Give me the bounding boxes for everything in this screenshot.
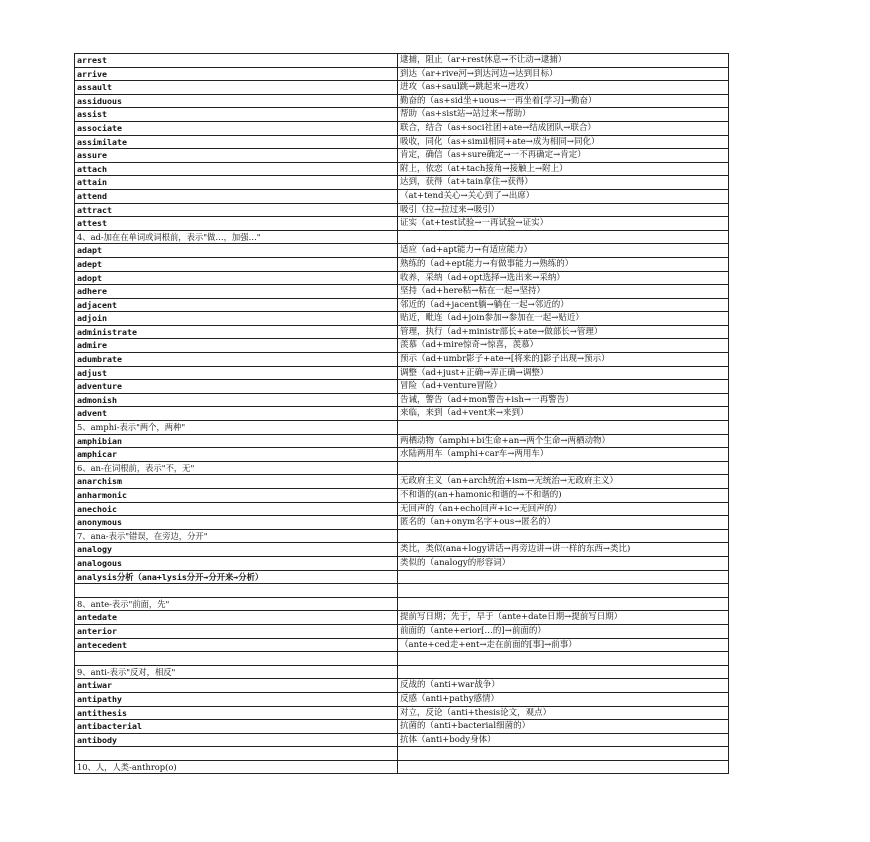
table-row <box>75 516 729 530</box>
word-cell: adjust <box>75 366 398 380</box>
word-cell: antiwar <box>75 679 398 693</box>
table-row <box>75 393 729 407</box>
word-cell <box>75 747 398 761</box>
table-row <box>75 502 729 516</box>
word-cell: amphicar <box>75 448 398 462</box>
meaning-cell <box>398 421 729 435</box>
meaning-cell: 告诫，警告（ad+mon警告+ish→一再警告） <box>398 393 729 407</box>
meaning-cell: 管理，执行（ad+ministr部长+ate→做部长→管理） <box>398 325 729 339</box>
word-cell: assist <box>75 108 398 122</box>
word-cell: arrive <box>75 67 398 81</box>
table-row <box>75 135 729 149</box>
meaning-cell: 熟练的（ad+ept能力→有做事能力→熟练的） <box>398 257 729 271</box>
word-cell: anharmonic <box>75 489 398 503</box>
meaning-cell: （ante+ced走+ent→走在前面的[事]→前事） <box>398 638 729 652</box>
word-cell: attest <box>75 217 398 231</box>
table-row <box>75 312 729 326</box>
word-cell: administrate <box>75 325 398 339</box>
meaning-cell: 反战的（anti+war战争） <box>398 679 729 693</box>
table-row <box>75 611 729 625</box>
empty-row <box>75 747 729 761</box>
table-row <box>75 679 729 693</box>
section-title: 8、ante-表示"前面，先" <box>75 597 398 611</box>
empty-row <box>75 652 729 666</box>
word-cell: anterior <box>75 624 398 638</box>
word-cell: antecedent <box>75 638 398 652</box>
table-row <box>75 720 729 734</box>
meaning-cell: 进攻（as+saul跳→跳起来→进攻） <box>398 81 729 95</box>
table-row <box>75 121 729 135</box>
meaning-cell: 肯定，确信（as+sure确定→一不再确定→肯定） <box>398 149 729 163</box>
word-cell: adopt <box>75 271 398 285</box>
section-title: 5、amphi-表示"两个，两种" <box>75 421 398 435</box>
word-cell: admonish <box>75 393 398 407</box>
section-title: 7、ana-表示"错误，在旁边，分开" <box>75 529 398 543</box>
table-row <box>75 353 729 367</box>
meaning-cell: 两栖动物（amphi+bi生命+an→两个生命→两栖动物） <box>398 434 729 448</box>
meaning-cell: 逮捕，阻止（ar+rest休息→不让动→逮捕） <box>398 54 729 68</box>
word-cell: antibody <box>75 733 398 747</box>
word-cell: amphibian <box>75 434 398 448</box>
table-row <box>75 217 729 231</box>
section-header-row <box>75 760 729 774</box>
table-row <box>75 434 729 448</box>
table-row <box>75 407 729 421</box>
word-cell: adventure <box>75 380 398 394</box>
meaning-cell: 冒险（ad+venture冒险） <box>398 380 729 394</box>
section-header-row <box>75 529 729 543</box>
word-cell: adhere <box>75 285 398 299</box>
vocabulary-table <box>74 53 729 774</box>
section-header-row <box>75 597 729 611</box>
word-cell: assure <box>75 149 398 163</box>
table-row <box>75 149 729 163</box>
meaning-cell: 达到，获得（at+tain拿住→获得） <box>398 176 729 190</box>
meaning-cell: 收养，采纳（ad+opt选择→选出来→采纳） <box>398 271 729 285</box>
word-cell: attract <box>75 203 398 217</box>
meaning-cell: 吸引（拉→拉过来→吸引） <box>398 203 729 217</box>
vocabulary-table-body <box>75 54 729 774</box>
meaning-cell: 抗菌的（anti+bacterial细菌的） <box>398 720 729 734</box>
meaning-cell: 贴近，毗连（ad+join参加→参加在一起→贴近） <box>398 312 729 326</box>
word-cell: analogy <box>75 543 398 557</box>
table-row <box>75 54 729 68</box>
word-cell <box>75 584 398 598</box>
word-cell: adjoin <box>75 312 398 326</box>
meaning-cell: 水陆两用车（amphi+car车→两用车） <box>398 448 729 462</box>
meaning-cell: 类比，类似(ana+logy讲话→再旁边讲→讲一样的东西→类比) <box>398 543 729 557</box>
meaning-cell: 到达（ar+rive河→到达河边→达到目标） <box>398 67 729 81</box>
meaning-cell: 帮助（as+sist站→站过来→帮助） <box>398 108 729 122</box>
meaning-cell: 来临，来到（ad+vent来→来到） <box>398 407 729 421</box>
empty-row <box>75 584 729 598</box>
table-row <box>75 325 729 339</box>
table-row <box>75 257 729 271</box>
section-header-row <box>75 421 729 435</box>
meaning-cell <box>398 760 729 774</box>
meaning-cell: 证实（at+test试验→一再试验→证实） <box>398 217 729 231</box>
table-row <box>75 189 729 203</box>
meaning-cell: 不和谐的(an+hamonic和谐的→不和谐的) <box>398 489 729 503</box>
meaning-cell <box>398 570 729 584</box>
meaning-cell <box>398 665 729 679</box>
meaning-cell: 对立，反论（anti+thesis论文，观点） <box>398 706 729 720</box>
meaning-cell <box>398 584 729 598</box>
meaning-cell: 匿名的（an+onym名字+ous→匿名的） <box>398 516 729 530</box>
word-cell: analogous <box>75 556 398 570</box>
table-row <box>75 692 729 706</box>
meaning-cell <box>398 529 729 543</box>
table-row <box>75 448 729 462</box>
meaning-cell: 反感（anti+pathy感情） <box>398 692 729 706</box>
word-cell: assimilate <box>75 135 398 149</box>
section-header-row <box>75 665 729 679</box>
section-title: 10、人，人类-anthrop(o) <box>75 760 398 774</box>
table-row <box>75 298 729 312</box>
meaning-cell: 吸收，同化（as+simil相同+ate→成为相同→同化） <box>398 135 729 149</box>
meaning-cell: 提前写日期；先于，早于（ante+date日期→提前写日期） <box>398 611 729 625</box>
meaning-cell: 预示（ad+umbr影子+ate→[将来的]影子出现→预示） <box>398 353 729 367</box>
meaning-cell <box>398 747 729 761</box>
table-row <box>75 339 729 353</box>
meaning-cell: 抗体（anti+body身体） <box>398 733 729 747</box>
table-row <box>75 244 729 258</box>
word-cell: attach <box>75 162 398 176</box>
table-row <box>75 176 729 190</box>
meaning-cell: 勤奋的（as+sid坐+uous→一再坐着[学习]→勤奋） <box>398 94 729 108</box>
meaning-cell: 羡慕（ad+mire惊奇→惊喜，羡慕） <box>398 339 729 353</box>
word-cell: anechoic <box>75 502 398 516</box>
meaning-cell: 附上，依恋（at+tach接角→接触上→附上） <box>398 162 729 176</box>
word-cell: antipathy <box>75 692 398 706</box>
table-row <box>75 366 729 380</box>
word-cell: antibacterial <box>75 720 398 734</box>
table-row <box>75 733 729 747</box>
section-title: 4、ad-加在在单词或词根前，表示"做…，加强…" <box>75 230 398 244</box>
section-header-row <box>75 461 729 475</box>
meaning-cell <box>398 230 729 244</box>
table-row <box>75 489 729 503</box>
meaning-cell <box>398 652 729 666</box>
word-cell: associate <box>75 121 398 135</box>
meaning-cell <box>398 597 729 611</box>
word-cell: anarchism <box>75 475 398 489</box>
word-cell: adept <box>75 257 398 271</box>
table-row <box>75 380 729 394</box>
table-row <box>75 638 729 652</box>
table-row <box>75 706 729 720</box>
section-header-row <box>75 230 729 244</box>
meaning-cell <box>398 461 729 475</box>
word-cell: admire <box>75 339 398 353</box>
table-row <box>75 67 729 81</box>
table-row <box>75 81 729 95</box>
meaning-cell: 无回声的（an+echo回声+ic→无回声的） <box>398 502 729 516</box>
meaning-cell: （at+tend关心→关心到了→出席） <box>398 189 729 203</box>
table-row <box>75 108 729 122</box>
word-cell: analysis分析（ana+lysis分开→分开来→分析） <box>75 570 398 584</box>
table-row <box>75 203 729 217</box>
meaning-cell: 适应（ad+apt能力→有适应能力） <box>398 244 729 258</box>
word-cell <box>75 652 398 666</box>
word-cell: assault <box>75 81 398 95</box>
section-title: 9、anti-表示"反对，相反" <box>75 665 398 679</box>
meaning-cell: 坚持（ad+here粘→粘在一起→坚持） <box>398 285 729 299</box>
word-cell: adapt <box>75 244 398 258</box>
word-cell: adjacent <box>75 298 398 312</box>
word-cell: advent <box>75 407 398 421</box>
table-row <box>75 94 729 108</box>
table-row <box>75 556 729 570</box>
word-cell: arrest <box>75 54 398 68</box>
table-row <box>75 285 729 299</box>
meaning-cell: 邻近的（ad+jacent躺→躺在一起→邻近的） <box>398 298 729 312</box>
vocabulary-sheet <box>74 53 724 774</box>
table-row <box>75 624 729 638</box>
word-cell: attain <box>75 176 398 190</box>
table-row <box>75 475 729 489</box>
word-cell: attend <box>75 189 398 203</box>
meaning-cell: 前面的（ante+erior[…的]→前面的） <box>398 624 729 638</box>
meaning-cell: 类似的（analogy的形容词） <box>398 556 729 570</box>
table-row <box>75 570 729 584</box>
table-row <box>75 271 729 285</box>
word-cell: antithesis <box>75 706 398 720</box>
table-row <box>75 543 729 557</box>
meaning-cell: 调整（ad+just+正确→弄正确→调整） <box>398 366 729 380</box>
meaning-cell: 无政府主义（an+arch统治+ism→无统治→无政府主义） <box>398 475 729 489</box>
word-cell: antedate <box>75 611 398 625</box>
section-title: 6、an-在词根前，表示"不，无" <box>75 461 398 475</box>
table-row <box>75 162 729 176</box>
word-cell: adumbrate <box>75 353 398 367</box>
word-cell: assiduous <box>75 94 398 108</box>
word-cell: anonymous <box>75 516 398 530</box>
meaning-cell: 联合，结合（as+soci社团+ate→结成团队→联合） <box>398 121 729 135</box>
